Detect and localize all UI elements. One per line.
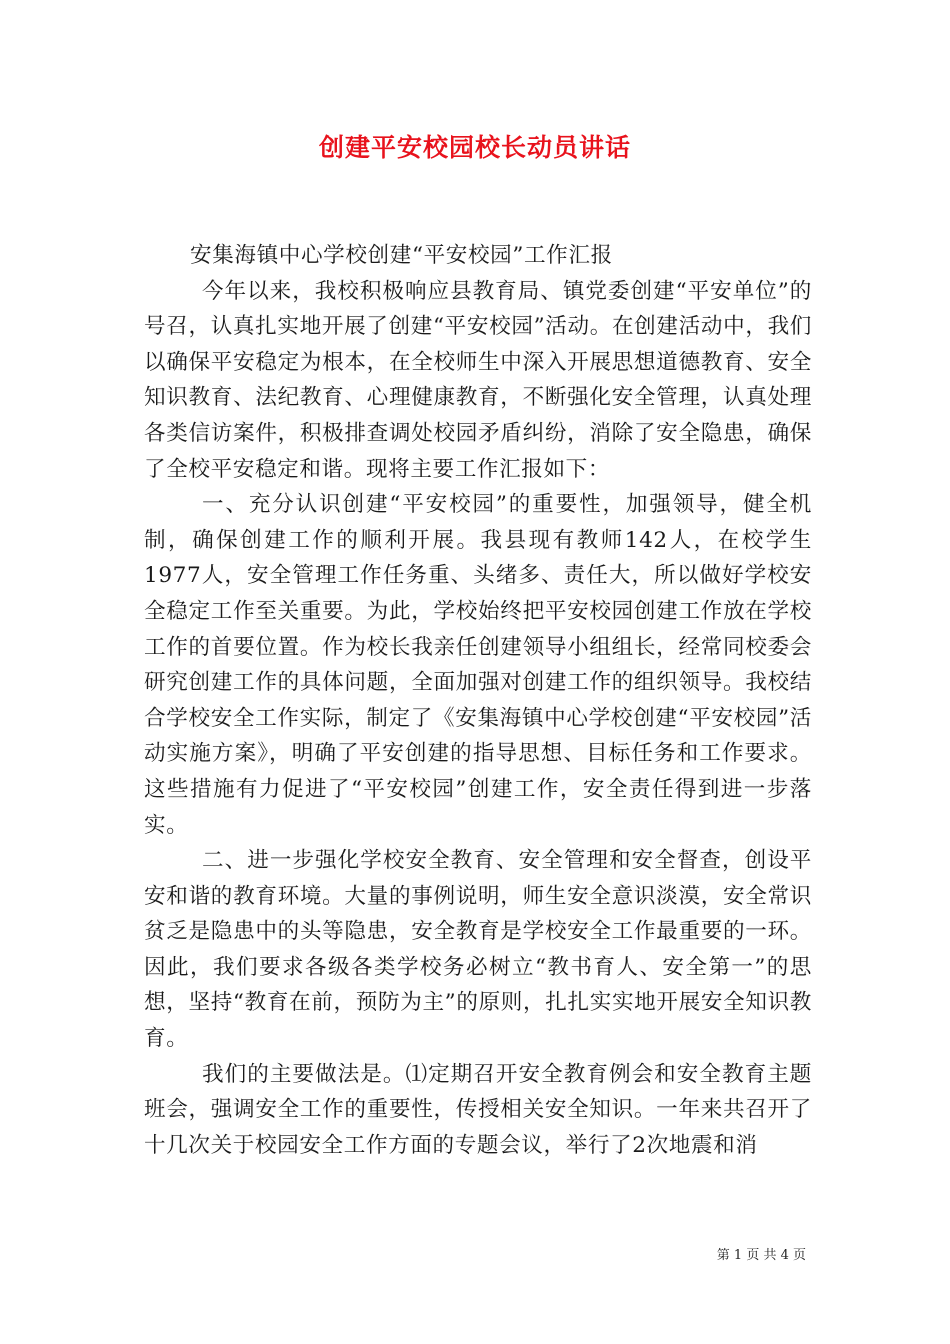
page-number-footer: 第 1 页 共 4 页 <box>716 1248 806 1263</box>
paragraph-intro: 今年以来，我校积极响应县教育局、镇党委创建“平安单位”的号召，认真扎实地开展了创建“平安校园”活动。在创建活动中，我们以确保平安稳定为根本，在全校师生中深入开展思想道德教育、安全知识教育、法纪教育、心理健康教育，不断强化安全管理，认真处理各类信访案件，积极排查调处校园矛盾纠纷，消除了安全隐患，确保了全校平安稳定和谐。现将主要工作汇报如下： <box>144 278 812 482</box>
paragraph-section-one: 一、充分认识创建“平安校园”的重要性，加强领导，健全机制，确保创建工作的顺利开展。我县现有教师142人，在校学生1977人，安全管理工作任务重、头绪多、责任大，所以做好学校安全稳定工作至关重要。为此，学校始终把平安校园创建工作放在学校工作的首要位置。作为校长我亲任创建领导小组组长，经常同校委会研究创建工作的具体问题，全面加强对创建工作的组织领导。我校结合学校安全工作实际，制定了《安集海镇中心学校创建“平安校园”活动实施方案》，明确了平安创建的指导思想、目标任务和工作要求。这些措施有力促进了“平安校园”创建工作，安全责任得到进一步落实。 <box>144 492 812 838</box>
paragraph-section-two: 二、进一步强化学校安全教育、安全管理和安全督查，创设平安和谐的教育环境。大量的事例说明，师生安全意识淡漠，安全常识贫乏是隐患中的头等隐患，安全教育是学校安全工作最重要的一环。因此，我们要求各级各类学校务必树立“教书育人、安全第一”的思想，坚持“教育在前，预防为主”的原则，扎扎实实地开展安全知识教育。 <box>144 848 812 1052</box>
document-body <box>144 238 812 1163</box>
paragraph-practices: 我们的主要做法是。⑴定期召开安全教育例会和安全教育主题班会，强调安全工作的重要性，传授相关安全知识。一年来共召开了十几次关于校园安全工作方面的专题会议，举行了2次地震和消 <box>144 1061 812 1158</box>
report-subtitle: 安集海镇中心学校创建“平安校园”工作汇报 <box>190 243 613 268</box>
document-title: 创建平安校园校长动员讲话 <box>318 133 631 162</box>
